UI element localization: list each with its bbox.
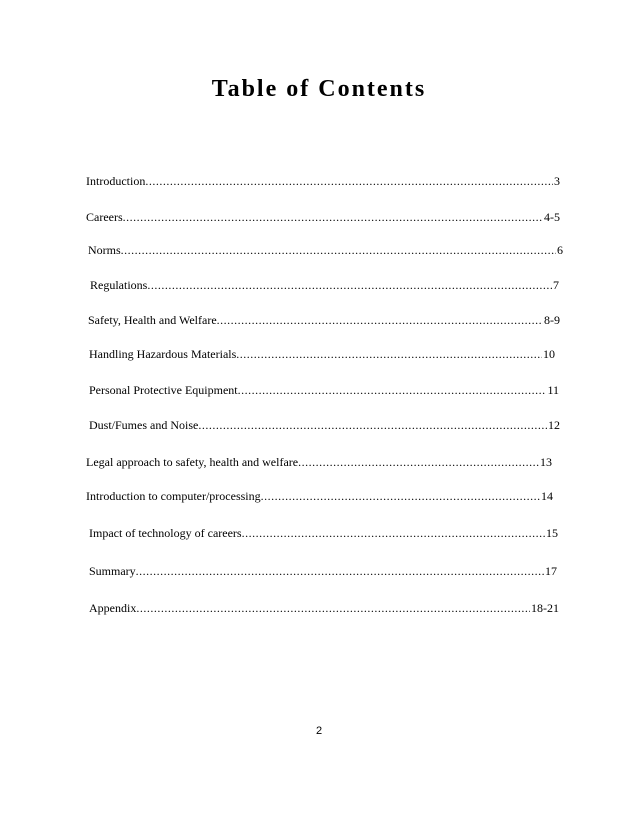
toc-entry [90,278,559,293]
toc-leader-dots [145,174,553,189]
page-title: Table of Contents [211,76,427,102]
toc-leader-dots [136,601,530,616]
toc-entry-label: Legal approach to safety, health and welfare [86,455,299,469]
toc-entry [88,243,563,258]
toc-entry-page: 6 [557,243,563,257]
toc-entry-page: 11 [547,383,559,397]
toc-leader-dots [123,210,543,225]
toc-entry [88,313,560,328]
toc-entry-page: 18-21 [531,601,559,615]
toc-entry-page: 8-9 [544,313,560,327]
toc-entry-page: 15 [546,526,558,540]
toc-entry-page: 3 [554,174,560,188]
toc-entry-page: 12 [548,418,560,432]
toc-entry-page: 17 [545,564,557,578]
toc-entry [89,347,555,362]
toc-leader-dots [238,383,547,398]
toc-leader-dots [217,313,543,328]
toc-leader-dots [147,278,552,293]
toc-entry-label: Safety, Health and Welfare [88,313,217,327]
toc-entry [86,210,560,225]
toc-entry-page: 4-5 [544,210,560,224]
toc-entry-page: 13 [540,455,552,469]
toc-entry [89,383,559,398]
toc-entry-label: Personal Protective Equipment [89,383,238,397]
toc-entry-label: Impact of technology of careers [89,526,242,540]
toc-entry-page: 7 [553,278,559,292]
toc-entry-label: Norms [88,243,121,257]
toc-entry [89,601,559,616]
toc-entry [89,564,557,579]
toc-entry [86,455,552,470]
toc-entry [89,418,560,433]
toc-entry-page: 14 [541,489,553,503]
toc-leader-dots [121,243,556,258]
toc-entry-label: Handling Hazardous Materials [89,347,237,361]
toc-entry [86,489,553,504]
toc-entry-label: Introduction [86,174,146,188]
toc-leader-dots [298,455,539,470]
toc-entry-label: Summary [89,564,136,578]
toc-leader-dots [198,418,547,433]
toc-leader-dots [236,347,542,362]
toc-leader-dots [242,526,545,541]
toc-entry-label: Regulations [90,278,148,292]
toc-entry [89,526,558,541]
toc-entry-label: Introduction to computer/processing [86,489,261,503]
toc-entry [86,174,560,189]
toc-leader-dots [136,564,544,579]
page-number: 2 [315,725,323,737]
toc-leader-dots [261,489,540,504]
toc-entry-label: Appendix [89,601,137,615]
toc-entry-label: Careers [86,210,123,224]
toc-entry-label: Dust/Fumes and Noise [89,418,199,432]
toc-entry-page: 10 [543,347,555,361]
